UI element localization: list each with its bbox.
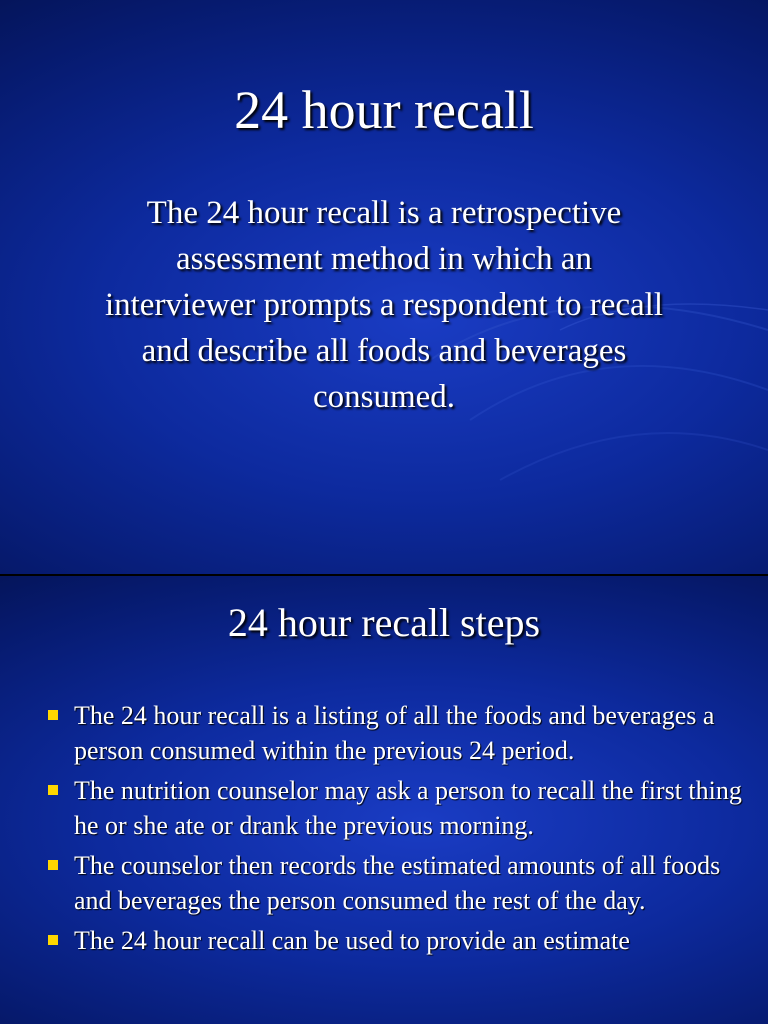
slide-1-title: 24 hour recall: [234, 80, 534, 140]
bullet-item: [44, 849, 744, 918]
bullet-text: The counselor then records the estimated amounts of all foods and beverages the person consumed the rest of the day.: [74, 851, 721, 915]
slide-2: [0, 576, 768, 1024]
square-bullet-icon: [48, 710, 58, 720]
square-bullet-icon: [48, 860, 58, 870]
bullet-item: [44, 924, 744, 959]
bullet-text: The nutrition counselor may ask a person to recall the first thing he or she ate or drank the previous morning.: [74, 776, 742, 840]
square-bullet-icon: [48, 785, 58, 795]
square-bullet-icon: [48, 935, 58, 945]
bullet-item: [44, 699, 744, 768]
bullet-text: The 24 hour recall can be used to provide an estimate: [74, 926, 630, 955]
bullet-list: [44, 699, 744, 965]
slide-1-body: The 24 hour recall is a retrospective assessment method in which an interviewer prompts a respondent to recall and describe all foods and beverages consumed.: [104, 195, 664, 415]
bullet-text: The 24 hour recall is a listing of all the foods and beverages a person consumed within the previous 24 period.: [74, 701, 715, 765]
bullet-item: [44, 774, 744, 843]
slide-2-title: 24 hour recall steps: [227, 600, 541, 645]
